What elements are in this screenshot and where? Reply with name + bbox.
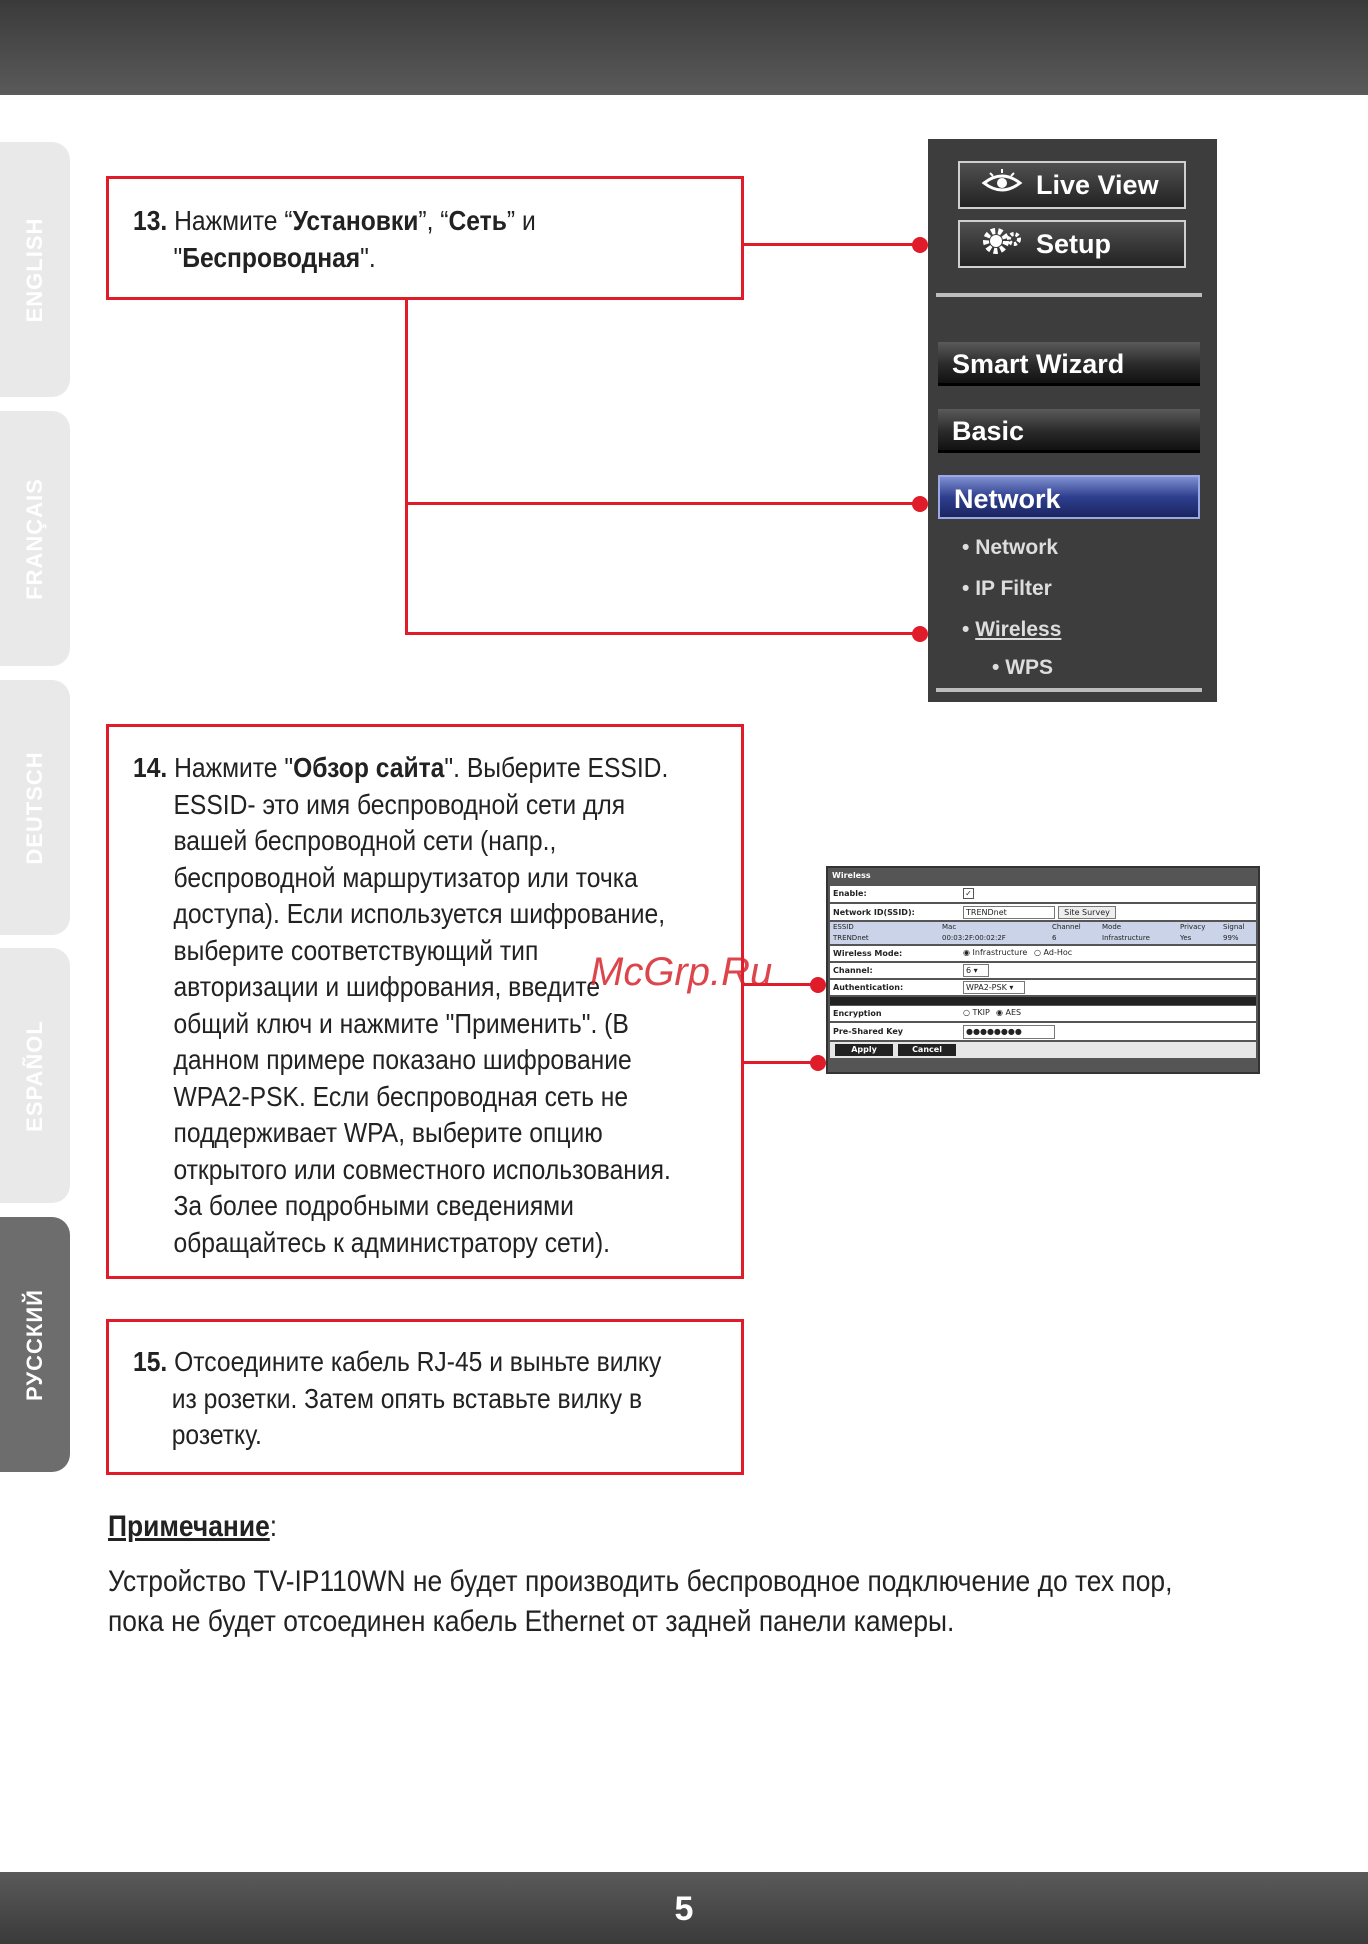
gear-icon (980, 225, 1024, 264)
step-15-line: розетку. (171, 1419, 262, 1450)
survey-cell[interactable]: Yes (1180, 934, 1192, 942)
connector-dot (810, 1055, 826, 1071)
note-body: Устройство TV-IP110WN не будет производить беспроводное подключение до тех пор, пока не будет отсоединен кабель Ethernet от задней панели камеры. (108, 1565, 1173, 1638)
apply-button[interactable]: Apply (835, 1044, 893, 1056)
connector-line (744, 1061, 818, 1064)
tab-deutsch-label: DEUTSCH (22, 750, 47, 865)
tab-russian[interactable] (0, 1217, 70, 1472)
network-id-label: Network ID(SSID): (833, 908, 915, 917)
channel-label: Channel: (833, 966, 873, 975)
submenu-wps[interactable]: • WPS (992, 656, 1054, 679)
aes-label: AES (1005, 1008, 1022, 1017)
encryption-row (830, 1006, 1256, 1021)
tkip-label: TKIP (972, 1008, 990, 1017)
authentication-label: Authentication: (833, 983, 904, 992)
live-view-button[interactable] (958, 161, 1186, 209)
connector-line (405, 502, 920, 505)
watermark: McGrp.Ru (590, 950, 773, 994)
connector-dot (912, 626, 928, 642)
step-14-line: беспроводной маршрутизатор или точка (173, 861, 638, 893)
survey-header: Mode (1102, 923, 1122, 931)
survey-cell[interactable]: 00:03:2F:00:02:2F (942, 934, 1006, 942)
connector-dot (912, 496, 928, 512)
step-15-text: 15. Отсоедините кабель RJ-45 и выньте вилку из розетки. Затем опять вставьте вилку в розетку. (133, 1344, 661, 1454)
top-banner (0, 0, 1368, 95)
form-buttons-row (830, 1042, 1256, 1058)
step-14-line: WPA2-PSK. Если беспроводная сеть не (173, 1080, 629, 1112)
connector-dot (810, 977, 826, 993)
note-title: Примечание: (108, 1510, 278, 1543)
step-14-text: 14. Нажмите "Обзор сайта". Выберите ESSID. ESSID- это имя беспроводной сети для вашей беспроводной сети (напр., беспроводной маршрутизатор или точка доступа). Если используется шифрование, выберите соответствующий тип авторизации и шифрования, введите общий ключ и нажмите "Применить". (В данном примере показано шифрование WPA2-PSK. Если беспроводная сеть не поддерживает WPA, выберите опцию открытого или совместного использования. За более подробными сведениями обращайтесь к администратору сети). (133, 750, 671, 1261)
survey-cell[interactable]: TRENDnet (833, 934, 869, 942)
step-14-line: доступа). Если используется шифрование, (173, 898, 666, 929)
submenu-ip-filter-label: IP Filter (975, 577, 1052, 600)
tab-francais[interactable] (0, 411, 70, 666)
auth-value: WPA2-PSK (966, 983, 1007, 992)
smart-wizard-menu[interactable]: Smart Wizard (938, 342, 1200, 386)
mode-infra-label: Infrastructure (972, 948, 1028, 957)
setup-button[interactable] (958, 220, 1186, 268)
encryption-label: Encryption (833, 1009, 882, 1018)
channel-value: 6 (966, 966, 972, 975)
tab-espanol-label: ESPAÑOL (22, 1019, 47, 1132)
ssid-row (830, 904, 1256, 920)
survey-cell[interactable]: Infrastructure (1102, 934, 1150, 942)
connector-line (405, 632, 920, 635)
ssid-input[interactable]: TRENDnet (963, 906, 1055, 919)
submenu-wireless[interactable]: • Wireless (962, 618, 1062, 641)
enable-label: Enable: (833, 889, 867, 898)
enable-checkbox[interactable]: ✓ (963, 888, 974, 899)
submenu-network-label: Network (975, 536, 1059, 559)
survey-header: Signal (1223, 923, 1245, 931)
tab-deutsch[interactable] (0, 680, 70, 935)
step-14-line: общий ключ и нажмите "Применить". (В (173, 1007, 629, 1039)
step-14-line: вашей беспроводной сети (напр., (173, 825, 557, 856)
menu-divider (936, 293, 1202, 297)
menu-divider (936, 688, 1202, 692)
cancel-button[interactable]: Cancel (898, 1044, 956, 1056)
step-14-line: поддерживает WPA, выберите опцию (173, 1117, 603, 1148)
step-14-line: ESSID- это имя беспроводной сети для (173, 788, 626, 820)
step-14-line: За более подробными сведениями (173, 1190, 574, 1221)
channel-row (830, 963, 1256, 978)
submenu-wireless-label: Wireless (975, 618, 1062, 641)
encryption-aes-radio[interactable]: ◉ AES (996, 1008, 1022, 1017)
mode-infrastructure-radio[interactable]: ◉ Infrastructure (963, 948, 1028, 957)
enable-row (830, 886, 1256, 902)
wireless-title: Wireless (832, 871, 871, 880)
basic-menu[interactable]: Basic (938, 409, 1200, 453)
step-14-line: открытого или совместного использования. (173, 1153, 671, 1185)
setup-label: Setup (1036, 228, 1112, 259)
eye-icon (980, 167, 1024, 204)
submenu-wps-label: WPS (1005, 656, 1054, 679)
step-14-line: данном примере показано шифрование (173, 1044, 632, 1075)
step-14-line: обращайтесь к администратору сети). (173, 1226, 611, 1258)
survey-cell[interactable]: 99% (1223, 934, 1239, 942)
step-13-text: 13. Нажмите “Установки”, “Сеть” и "Беспроводная". (133, 205, 536, 273)
survey-header: Mac (942, 923, 957, 931)
tab-francais-label: FRANÇAIS (22, 477, 47, 600)
tab-english-label: ENGLISH (22, 217, 47, 322)
tab-espanol[interactable] (0, 948, 70, 1203)
authentication-select[interactable]: WPA2-PSK ▾ (963, 981, 1025, 994)
tab-english[interactable] (0, 142, 70, 397)
wireless-settings-panel (826, 866, 1260, 1074)
network-menu[interactable]: Network (938, 475, 1200, 519)
connector-line (405, 300, 408, 635)
wireless-mode-row (830, 946, 1256, 961)
mode-adhoc-label: Ad-Hoc (1043, 948, 1073, 957)
psk-row (830, 1023, 1256, 1040)
survey-cell[interactable]: 6 (1052, 934, 1057, 942)
live-view-label: Live View (1036, 169, 1159, 200)
authentication-row (830, 980, 1256, 995)
camera-menu (928, 139, 1217, 702)
encryption-tkip-radio[interactable]: ○ TKIP (963, 1008, 990, 1017)
survey-header: Privacy (1180, 923, 1206, 931)
channel-select[interactable]: 6 ▾ (963, 964, 989, 977)
form-divider (830, 997, 1256, 1005)
connector-line (744, 243, 920, 246)
wireless-mode-label: Wireless Mode: (833, 949, 903, 958)
submenu-network[interactable]: • Network (962, 536, 1059, 559)
survey-header: Channel (1052, 923, 1081, 931)
survey-header: ESSID (833, 923, 854, 931)
connector-dot (912, 237, 928, 253)
step-15-line: из розетки. Затем опять вставьте вилку в (171, 1382, 643, 1414)
step-14-line: авторизации и шифрования, введите (173, 971, 601, 1002)
site-survey-button[interactable]: Site Survey (1058, 906, 1116, 919)
mode-adhoc-radio[interactable]: ○ Ad-Hoc (1034, 948, 1073, 957)
step-14-line: выберите соответствующий тип (173, 934, 539, 966)
submenu-ip-filter[interactable]: • IP Filter (962, 577, 1052, 600)
psk-input[interactable]: ●●●●●●●● (963, 1025, 1055, 1039)
psk-label: Pre-Shared Key (833, 1027, 903, 1036)
page-number: 5 (674, 1890, 694, 1928)
tab-russian-label: РУССКИЙ (22, 1288, 47, 1401)
survey-table (830, 922, 1256, 944)
